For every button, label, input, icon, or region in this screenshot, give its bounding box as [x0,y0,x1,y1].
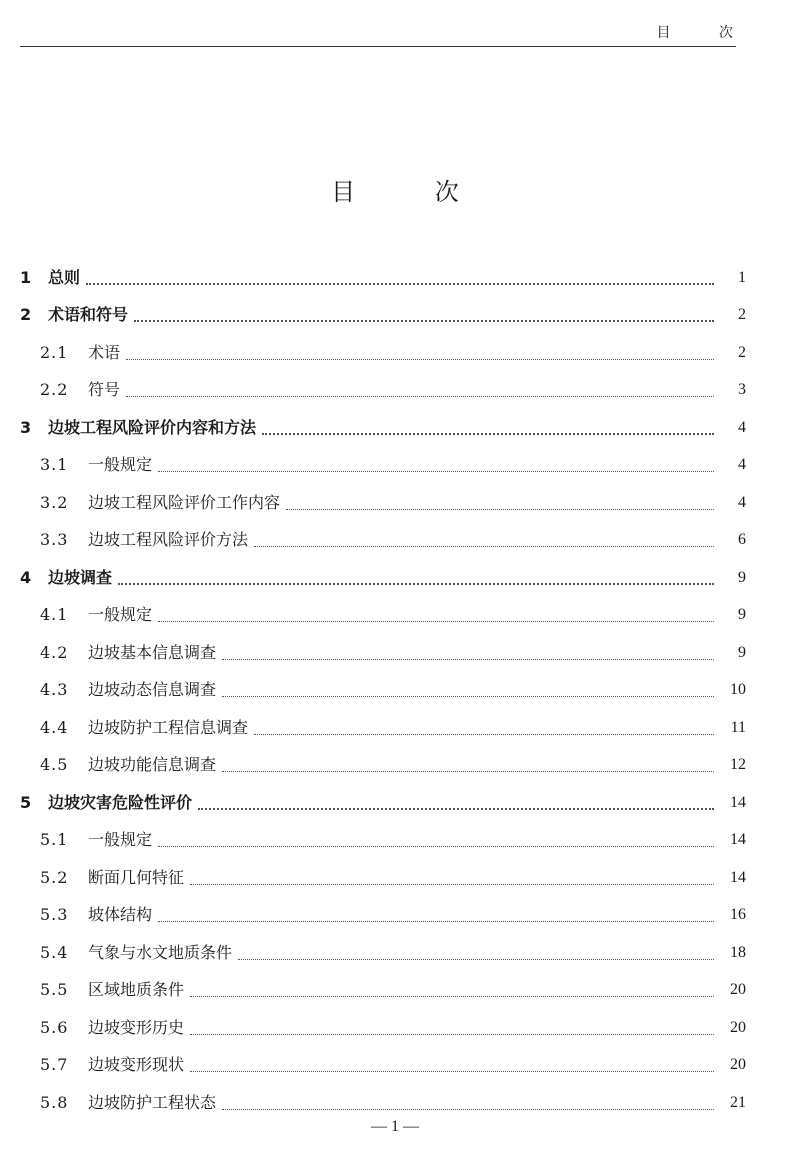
dot-leader [286,497,714,510]
toc-chapter-entry[interactable] [20,294,746,332]
toc-section-entry[interactable] [20,594,746,632]
toc-entry-number: 5.2 [40,867,69,887]
toc-entry-title: 区域地质条件 [88,980,185,999]
toc-entry-page: 16 [730,906,746,923]
toc-entry-title: 坡体结构 [88,905,153,924]
toc-entry-number: 3 [20,417,32,437]
running-header: 目 次 [656,25,755,41]
dot-leader [158,834,714,847]
dot-leader [126,384,714,397]
toc-entry-title: 术语和符号 [48,305,129,324]
dot-leader [190,872,714,885]
toc-entry-number: 4.5 [40,755,69,774]
dot-leader [190,1022,714,1035]
toc-section-entry[interactable] [20,969,746,1007]
toc-entry-number: 5.1 [40,830,69,849]
dot-leader [254,722,714,735]
toc-entry-number: 3.1 [40,455,69,474]
toc-entry-title: 一般规定 [88,455,153,474]
toc-entry-title: 边坡功能信息调查 [88,755,217,774]
toc-section-entry[interactable] [20,819,746,857]
toc-entry-page: 1 [738,268,746,286]
toc-entry-number: 2.2 [40,380,69,399]
dot-leader [222,1097,714,1110]
toc-entry-title: 断面几何特征 [88,867,185,887]
toc-section-entry[interactable] [20,1081,746,1119]
dot-leader [198,796,714,810]
page-number: — 1 — [371,1118,419,1135]
toc-entry-title: 边坡灾害危险性评价 [48,792,193,812]
toc-entry-title: 边坡工程风险评价内容和方法 [48,417,257,437]
toc-section-entry[interactable] [20,744,746,782]
toc-entry-number: 4.1 [40,605,69,624]
toc-entry-page: 12 [730,756,746,773]
toc-entry-number: 2 [20,305,32,324]
toc-entry-number: 4.4 [40,717,69,737]
toc-entry-page: 14 [730,868,746,886]
toc-entry-page: 4 [738,493,746,511]
toc-entry-number: 5.5 [40,980,69,999]
dot-leader [190,984,714,997]
dot-leader [126,347,714,360]
toc-entry-page: 18 [730,943,746,961]
dot-leader [190,1059,714,1072]
toc-section-entry[interactable] [20,1044,746,1082]
toc-entry-title: 一般规定 [88,830,153,849]
toc-section-entry[interactable] [20,669,746,707]
toc-entry-title: 总则 [48,267,81,287]
toc-entry-page: 20 [730,1018,746,1036]
toc-entry-title: 边坡防护工程信息调查 [88,717,249,737]
dot-leader [158,909,714,922]
toc-entry-title: 边坡调查 [48,567,113,587]
dot-leader [158,459,714,472]
toc-entry-page: 14 [730,793,746,811]
toc-entry-title: 边坡工程风险评价工作内容 [88,492,281,512]
toc-entry-title: 边坡防护工程状态 [88,1092,217,1112]
toc-entry-page: 6 [738,531,746,548]
toc-entry-title: 边坡变形历史 [88,1017,185,1037]
toc-entry-title: 一般规定 [88,605,153,624]
toc-section-entry[interactable] [20,519,746,557]
dot-leader [118,571,714,585]
toc-entry-page: 9 [738,643,746,661]
toc-entry-number: 2.1 [40,342,69,362]
dot-leader [222,759,714,772]
toc-entry-page: 3 [738,381,746,398]
toc-section-entry[interactable] [20,856,746,894]
toc-entry-page: 21 [730,1093,746,1111]
toc-entry-number: 1 [20,267,32,287]
toc-entry-page: 4 [738,418,746,436]
toc-section-entry[interactable] [20,706,746,744]
toc-entry-page: 11 [730,718,746,736]
toc-section-entry[interactable] [20,631,746,669]
dot-leader [222,684,714,697]
toc-entry-number: 5 [20,792,32,812]
toc-entry-number: 5.7 [40,1055,69,1074]
toc-section-entry[interactable] [20,931,746,969]
toc-entry-page: 2 [738,306,746,323]
dot-leader [86,271,714,285]
toc-entry-title: 边坡基本信息调查 [88,642,217,662]
toc-section-entry[interactable] [20,369,746,407]
toc-entry-title: 边坡工程风险评价方法 [88,530,249,549]
toc-entry-number: 5.3 [40,905,69,924]
toc-entry-page: 10 [730,681,746,698]
toc-entry-number: 5.4 [40,942,69,962]
toc-entry-number: 4.3 [40,680,69,699]
dot-leader [222,647,714,660]
dot-leader [238,947,714,960]
toc-entry-page: 4 [738,456,746,473]
toc-section-entry[interactable] [20,444,746,482]
toc-entry-page: 20 [730,1056,746,1073]
toc-entry-title: 边坡动态信息调查 [88,680,217,699]
toc-chapter-entry[interactable] [20,781,746,819]
toc-chapter-entry[interactable] [20,556,746,594]
toc-entry-page: 9 [738,568,746,586]
toc-section-entry[interactable] [20,331,746,369]
toc-entry-page: 9 [738,606,746,623]
toc-section-entry[interactable] [20,481,746,519]
page-title: 目 次 [331,178,495,206]
table-of-contents [20,256,746,1119]
dot-leader [254,534,714,547]
toc-entry-number: 5.6 [40,1017,69,1037]
toc-entry-page: 14 [730,831,746,848]
dot-leader [134,308,714,322]
toc-entry-title: 术语 [88,342,121,362]
toc-chapter-entry[interactable] [20,406,746,444]
toc-section-entry[interactable] [20,894,746,932]
toc-entry-title: 气象与水文地质条件 [88,942,233,962]
toc-entry-title: 符号 [88,380,121,399]
toc-entry-page: 20 [730,981,746,998]
toc-entry-title: 边坡变形现状 [88,1055,185,1074]
header-rule [20,46,736,47]
toc-entry-number: 4 [20,567,32,587]
toc-entry-number: 5.8 [40,1092,69,1112]
toc-entry-page: 2 [738,343,746,361]
toc-entry-number: 3.3 [40,530,69,549]
dot-leader [158,609,714,622]
toc-entry-number: 4.2 [40,642,69,662]
toc-section-entry[interactable] [20,1006,746,1044]
toc-entry-number: 3.2 [40,492,69,512]
dot-leader [262,421,714,435]
toc-chapter-entry[interactable] [20,256,746,294]
